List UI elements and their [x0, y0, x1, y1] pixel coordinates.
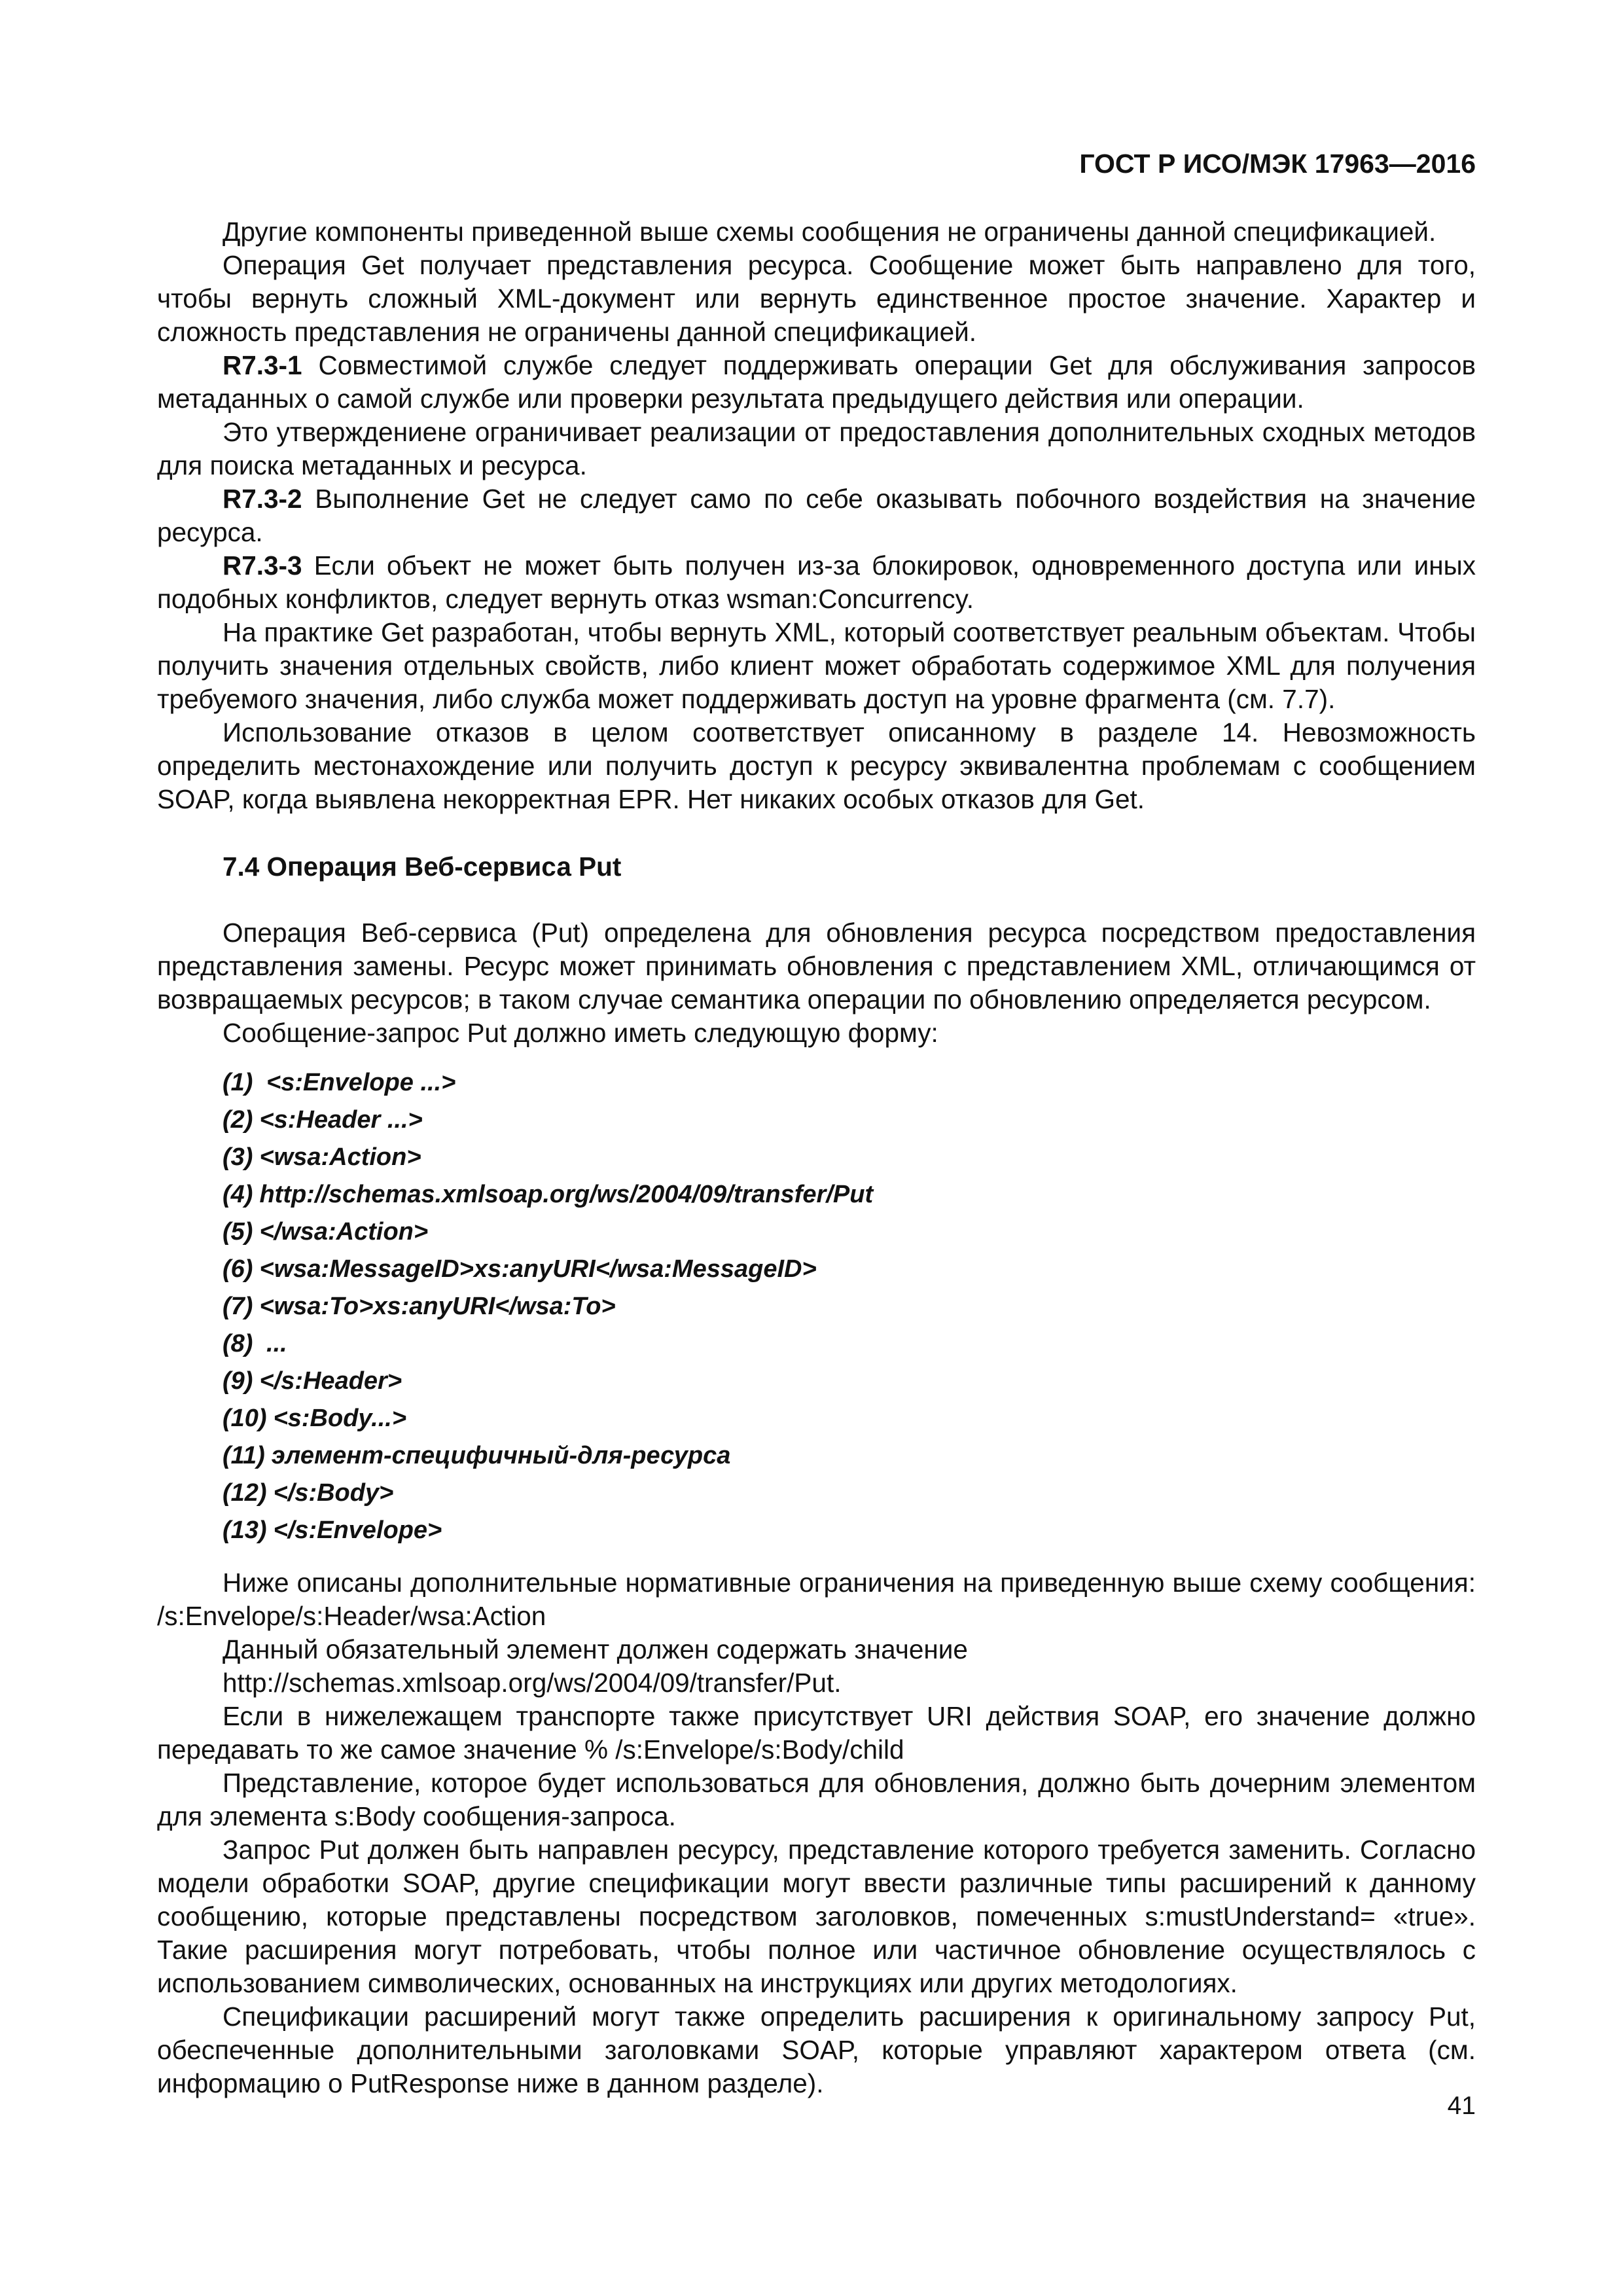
- paragraph: Другие компоненты приведенной выше схемы сообщения не ограничены данной спецификацией.: [223, 217, 1436, 247]
- requirement-id: R7.3-3: [223, 550, 302, 581]
- paragraph: Операция Веб-сервиса (Put) определена для обновления ресурса посредством предоставления представления замены. Ресурс может принимать обновления с представлением XML, отличающимся от возвращаемых ресурсов; в таком случае семантика операции по обновлению определяется ресурсом.: [157, 918, 1476, 1014]
- paragraph: Представление, которое будет использоваться для обновления, должно быть дочерним элементом для элемента s:Body сообщения-запроса.: [157, 1768, 1476, 1831]
- paragraph: Это утверждениене ограничивает реализации от предоставления дополнительных сходных методов для поиска метаданных и ресурса.: [157, 417, 1476, 480]
- code-listing: [157, 1064, 1476, 1549]
- paragraph: Данный обязательный элемент должен содержать значение: [223, 1634, 968, 1664]
- requirement-paragraph: R7.3-3 Если объект не может быть получен из-за блокировок, одновременного доступа или иных подобных конфликтов, следует вернуть отказ wsman:Concurrency.: [157, 550, 1476, 614]
- code-line: (2) <s:Header ...>: [223, 1106, 423, 1134]
- code-line: (8) ...: [223, 1330, 287, 1357]
- paragraph: Сообщение-запрос Put должно иметь следующую форму:: [223, 1018, 938, 1048]
- code-line: (4) http://schemas.xmlsoap.org/ws/2004/09/transfer/Put: [223, 1181, 874, 1208]
- section-title: 7.4 Операция Веб-сервиса Put: [223, 852, 622, 882]
- code-line: (6) <wsa:MessageID>xs:anyURI</wsa:MessageID>: [223, 1255, 817, 1283]
- bottom-section: [157, 1566, 1476, 2100]
- code-line: (3) <wsa:Action>: [223, 1143, 421, 1171]
- code-line: (11) элемент-специфичный-для-ресурса: [223, 1442, 731, 1469]
- paragraph: Использование отказов в целом соответствует описанному в разделе 14. Невозможность определить местонахождение или получить доступ к ресурсу эквивалентна проблемам с сообщением SOAP, когда выявлена некорректная EPR. Нет никаких особых отказов для Get.: [157, 717, 1476, 814]
- requirement-id: R7.3-2: [223, 484, 302, 514]
- paragraph: На практике Get разработан, чтобы вернуть XML, который соответствует реальным объектам. Чтобы получить значения отдельных свойств, либо клиент может обработать содержимое XML для получения требуемого значения, либо служба может поддерживать доступ на уровне фрагмента (см. 7.7).: [157, 617, 1476, 714]
- paragraph: Если в нижележащем транспорте также присутствует URI действия SOAP, его значение должно передавать то же самое значение % /s:Envelope/s:Body/child: [157, 1701, 1476, 1765]
- top-section: [157, 215, 1476, 816]
- code-line: (13) </s:Envelope>: [223, 1516, 442, 1544]
- paragraph: Ниже описаны дополнительные нормативные ограничения на приведенную выше схему сообщения: /s:Envelope/s:Header/wsa:Action: [157, 1568, 1476, 1631]
- code-line: (12) </s:Body>: [223, 1479, 394, 1507]
- paragraph: Спецификации расширений могут также определить расширения к оригинальному запросу Put, обеспеченные дополнительными заголовками SOAP, которые управляют характером ответа (см. информацию о PutResponse ниже в данном разделе).: [157, 2001, 1476, 2098]
- code-line: (9) </s:Header>: [223, 1367, 402, 1395]
- code-line: (1) <s:Envelope ...>: [223, 1069, 456, 1096]
- requirement-paragraph: R7.3-1 Совместимой службе следует поддерживать операции Get для обслуживания запросов метаданных о самой службе или проверки результата предыдущего действия или операции.: [157, 350, 1476, 414]
- requirement-paragraph: R7.3-2 Выполнение Get не следует само по себе оказывать побочного воздействия на значение ресурса.: [157, 484, 1476, 547]
- code-line: (7) <wsa:To>xs:anyURI</wsa:To>: [223, 1293, 616, 1320]
- code-line: (5) </wsa:Action>: [223, 1218, 429, 1246]
- paragraph: http://schemas.xmlsoap.org/ws/2004/09/transfer/Put.: [223, 1668, 842, 1698]
- paragraph: Операция Get получает представления ресурса. Сообщение может быть направлено для того, чтобы вернуть сложный XML-документ или вернуть единственное простое значение. Характер и сложность представления не ограничены данной спецификацией.: [157, 250, 1476, 347]
- document-header: ГОСТ Р ИСО/МЭК 17963—2016: [1079, 149, 1476, 179]
- paragraph: Запрос Put должен быть направлен ресурсу, представление которого требуется заменить. Согласно модели обработки SOAP, другие спецификации могут ввести различные типы расширений к данному сообщению, которые представлены посредством заголовков, помеченных s:mustUnderstand= «true». Такие расширения могут потребовать, чтобы полное или частичное обновление осуществлялось с использованием символических, основанных на инструкциях или других методологиях.: [157, 1835, 1476, 1998]
- mid-section: [157, 916, 1476, 1050]
- code-line: (10) <s:Body...>: [223, 1405, 407, 1432]
- page-number: 41: [1447, 2092, 1476, 2120]
- requirement-id: R7.3-1: [223, 350, 302, 380]
